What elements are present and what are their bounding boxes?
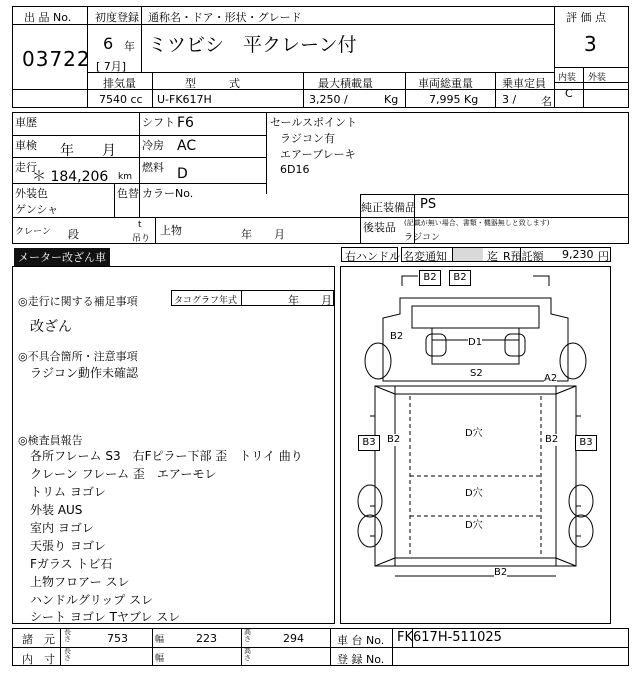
inspector-report-label: ◎検査員報告 [18, 434, 83, 447]
crane-ton-unit: t [138, 220, 142, 230]
recycle-value: 9,230 [562, 248, 594, 261]
tacho-label: タコグラフ年式 [174, 296, 238, 306]
inner-length-label: 長さ [64, 647, 71, 662]
interior-grade-label: 内装 [558, 73, 577, 83]
damage-mark: B3 [358, 435, 380, 451]
dims-label: 諸 元 [22, 633, 55, 646]
history-label: 車歴 [15, 116, 37, 129]
loading-label: 上物 [160, 224, 182, 237]
damage-mark: D1 [468, 337, 483, 348]
car-name-value: ミツビシ 平クレーン付 [148, 34, 357, 56]
genuine-equipment-label: 純正装備品 [361, 201, 416, 214]
defect-notes-text: ラジコン動作未確認 [30, 366, 139, 380]
length-value: 753 [107, 632, 128, 645]
damage-mark: B2 [419, 270, 441, 286]
sales-point-line: エアーブレーキ [280, 148, 356, 161]
inspector-line: ハンドルグリップ スレ [30, 593, 154, 607]
sales-point-label: セールスポイント [270, 116, 358, 129]
aftermarket-label: 後装品 [363, 221, 396, 234]
recycle-label: R預託額 [503, 250, 544, 263]
deadline-label: 迄 [487, 250, 498, 263]
inspector-line: 天張り ヨゴレ [30, 539, 106, 553]
car-name-label: 通称名・ドア・形状・グレード [148, 11, 302, 24]
max-load-value: 3,250 / [309, 93, 348, 106]
inspection-label: 車検 [15, 139, 37, 152]
color-change-label: 色替 [117, 187, 139, 200]
damage-mark: S2 [470, 368, 483, 379]
lot-no-value: 03722 [22, 47, 91, 71]
mileage-label: 走行 [15, 161, 37, 174]
gross-weight-value: 7,995 Kg [429, 93, 479, 106]
inspector-line: トリム ヨゴレ [30, 485, 106, 499]
inspector-line: 室内 ヨゴレ [30, 521, 94, 535]
driving-notes-text: 改ざん [30, 319, 72, 335]
sales-point-line: 6D16 [280, 163, 310, 176]
inner-width-label: 幅 [155, 654, 165, 664]
damage-mark: B3 [575, 435, 597, 451]
width-label: 幅 [155, 635, 165, 645]
damage-mark: D穴 [465, 488, 483, 499]
steering-value: 右ハンドル [345, 250, 400, 263]
mileage-value: ＊ 184,206 [32, 169, 109, 185]
chassis-value: FK617H-511025 [397, 630, 502, 645]
damage-mark: A2 [544, 373, 558, 384]
damage-mark: D穴 [465, 520, 483, 531]
first-reg-month: [ 7月] [96, 60, 127, 73]
aircon-label: 冷房 [142, 139, 164, 152]
inspector-line: Fガラス トビ石 [30, 557, 113, 571]
first-reg-year-unit: 年 [124, 40, 135, 53]
color-label: 外装色 [15, 187, 48, 200]
max-load-label: 最大積載量 [318, 77, 373, 90]
inspector-line: 各所フレーム S3 右Fピラー下部 歪 トリイ 曲り [30, 449, 303, 463]
aftermarket-value: ラジコン [404, 233, 441, 243]
color-no-label: カラーNo. [142, 187, 194, 200]
max-load-unit: Kg [384, 93, 399, 106]
inspector-line: 外装 AUS [30, 503, 83, 517]
name-change-label: 名変通知 [403, 250, 447, 263]
inspector-line: 上物フロアー スレ [30, 575, 130, 589]
chassis-label: 車 台 No. [337, 634, 385, 647]
shift-value: F6 [177, 115, 194, 131]
crane-hook-label: 吊り [132, 234, 151, 244]
exterior-grade-label: 外装 [588, 73, 607, 83]
crane-label: クレーン [15, 227, 51, 237]
length-label: 長さ [64, 628, 71, 643]
grade-label: 評 価 点 [566, 11, 606, 24]
capacity-value: 3 / [502, 93, 517, 106]
sales-point-line: ラジコン有 [280, 132, 335, 145]
first-reg-label: 初度登録 [95, 11, 139, 24]
driving-notes-label: ◎走行に関する補足事項 [18, 295, 138, 308]
damage-mark: B2 [494, 567, 508, 578]
height-label: 高さ [244, 628, 251, 643]
recycle-unit: 円 [598, 250, 609, 263]
inner-dims-label: 内 寸 [22, 653, 55, 666]
loading-value: 年 月 [241, 228, 285, 241]
inspection-value: 年 月 [60, 143, 116, 159]
fuel-value: D [177, 166, 188, 182]
damage-mark: B2 [545, 434, 559, 445]
fuel-label: 燃料 [142, 161, 164, 174]
genuine-equipment-value: PS [420, 197, 437, 212]
height-value: 294 [283, 632, 304, 645]
damage-mark: B2 [449, 270, 471, 286]
tacho-value: 年 月 [288, 294, 332, 307]
model-value: U-FK617H [157, 93, 212, 106]
lot-no-label: 出 品 No. [24, 11, 72, 24]
damage-mark: B2 [390, 331, 404, 342]
width-value: 223 [196, 632, 217, 645]
displacement-value: 7540 cc [99, 93, 143, 106]
aftermarket-note: (記載が無い場合、書類・機器無しと致します) [404, 219, 550, 227]
notice-date-shade [453, 248, 483, 261]
interior-grade-value: C [565, 87, 573, 100]
damage-mark: B2 [387, 434, 401, 445]
capacity-label: 乗車定員 [502, 77, 546, 90]
first-reg-year: 6 [103, 34, 114, 53]
damage-mark: D穴 [465, 428, 483, 439]
inner-height-label: 高さ [244, 647, 251, 662]
shift-label: シフト [142, 116, 175, 129]
truck-diagram [340, 266, 611, 624]
mileage-unit: km [118, 172, 132, 182]
displacement-label: 排気量 [103, 77, 136, 90]
inspector-line: シート ヨゴレ Tヤブレ スレ [30, 610, 181, 624]
capacity-unit: 名 [541, 95, 552, 108]
inspector-line: クレーン フレーム 歪 エアーモレ [30, 467, 217, 481]
gross-weight-label: 車両総重量 [418, 77, 473, 90]
registration-label: 登 録 No. [337, 653, 385, 666]
meter-tamper-tag: メーター改ざん車 [14, 248, 110, 266]
color-value: ゲンシャ [15, 203, 59, 216]
aircon-value: AC [177, 138, 197, 154]
defect-notes-label: ◎不具合箇所・注意事項 [18, 350, 138, 363]
overall-grade-value: 3 [584, 32, 597, 56]
model-label: 型 式 [185, 77, 240, 90]
crane-stage-unit: 段 [68, 228, 79, 241]
